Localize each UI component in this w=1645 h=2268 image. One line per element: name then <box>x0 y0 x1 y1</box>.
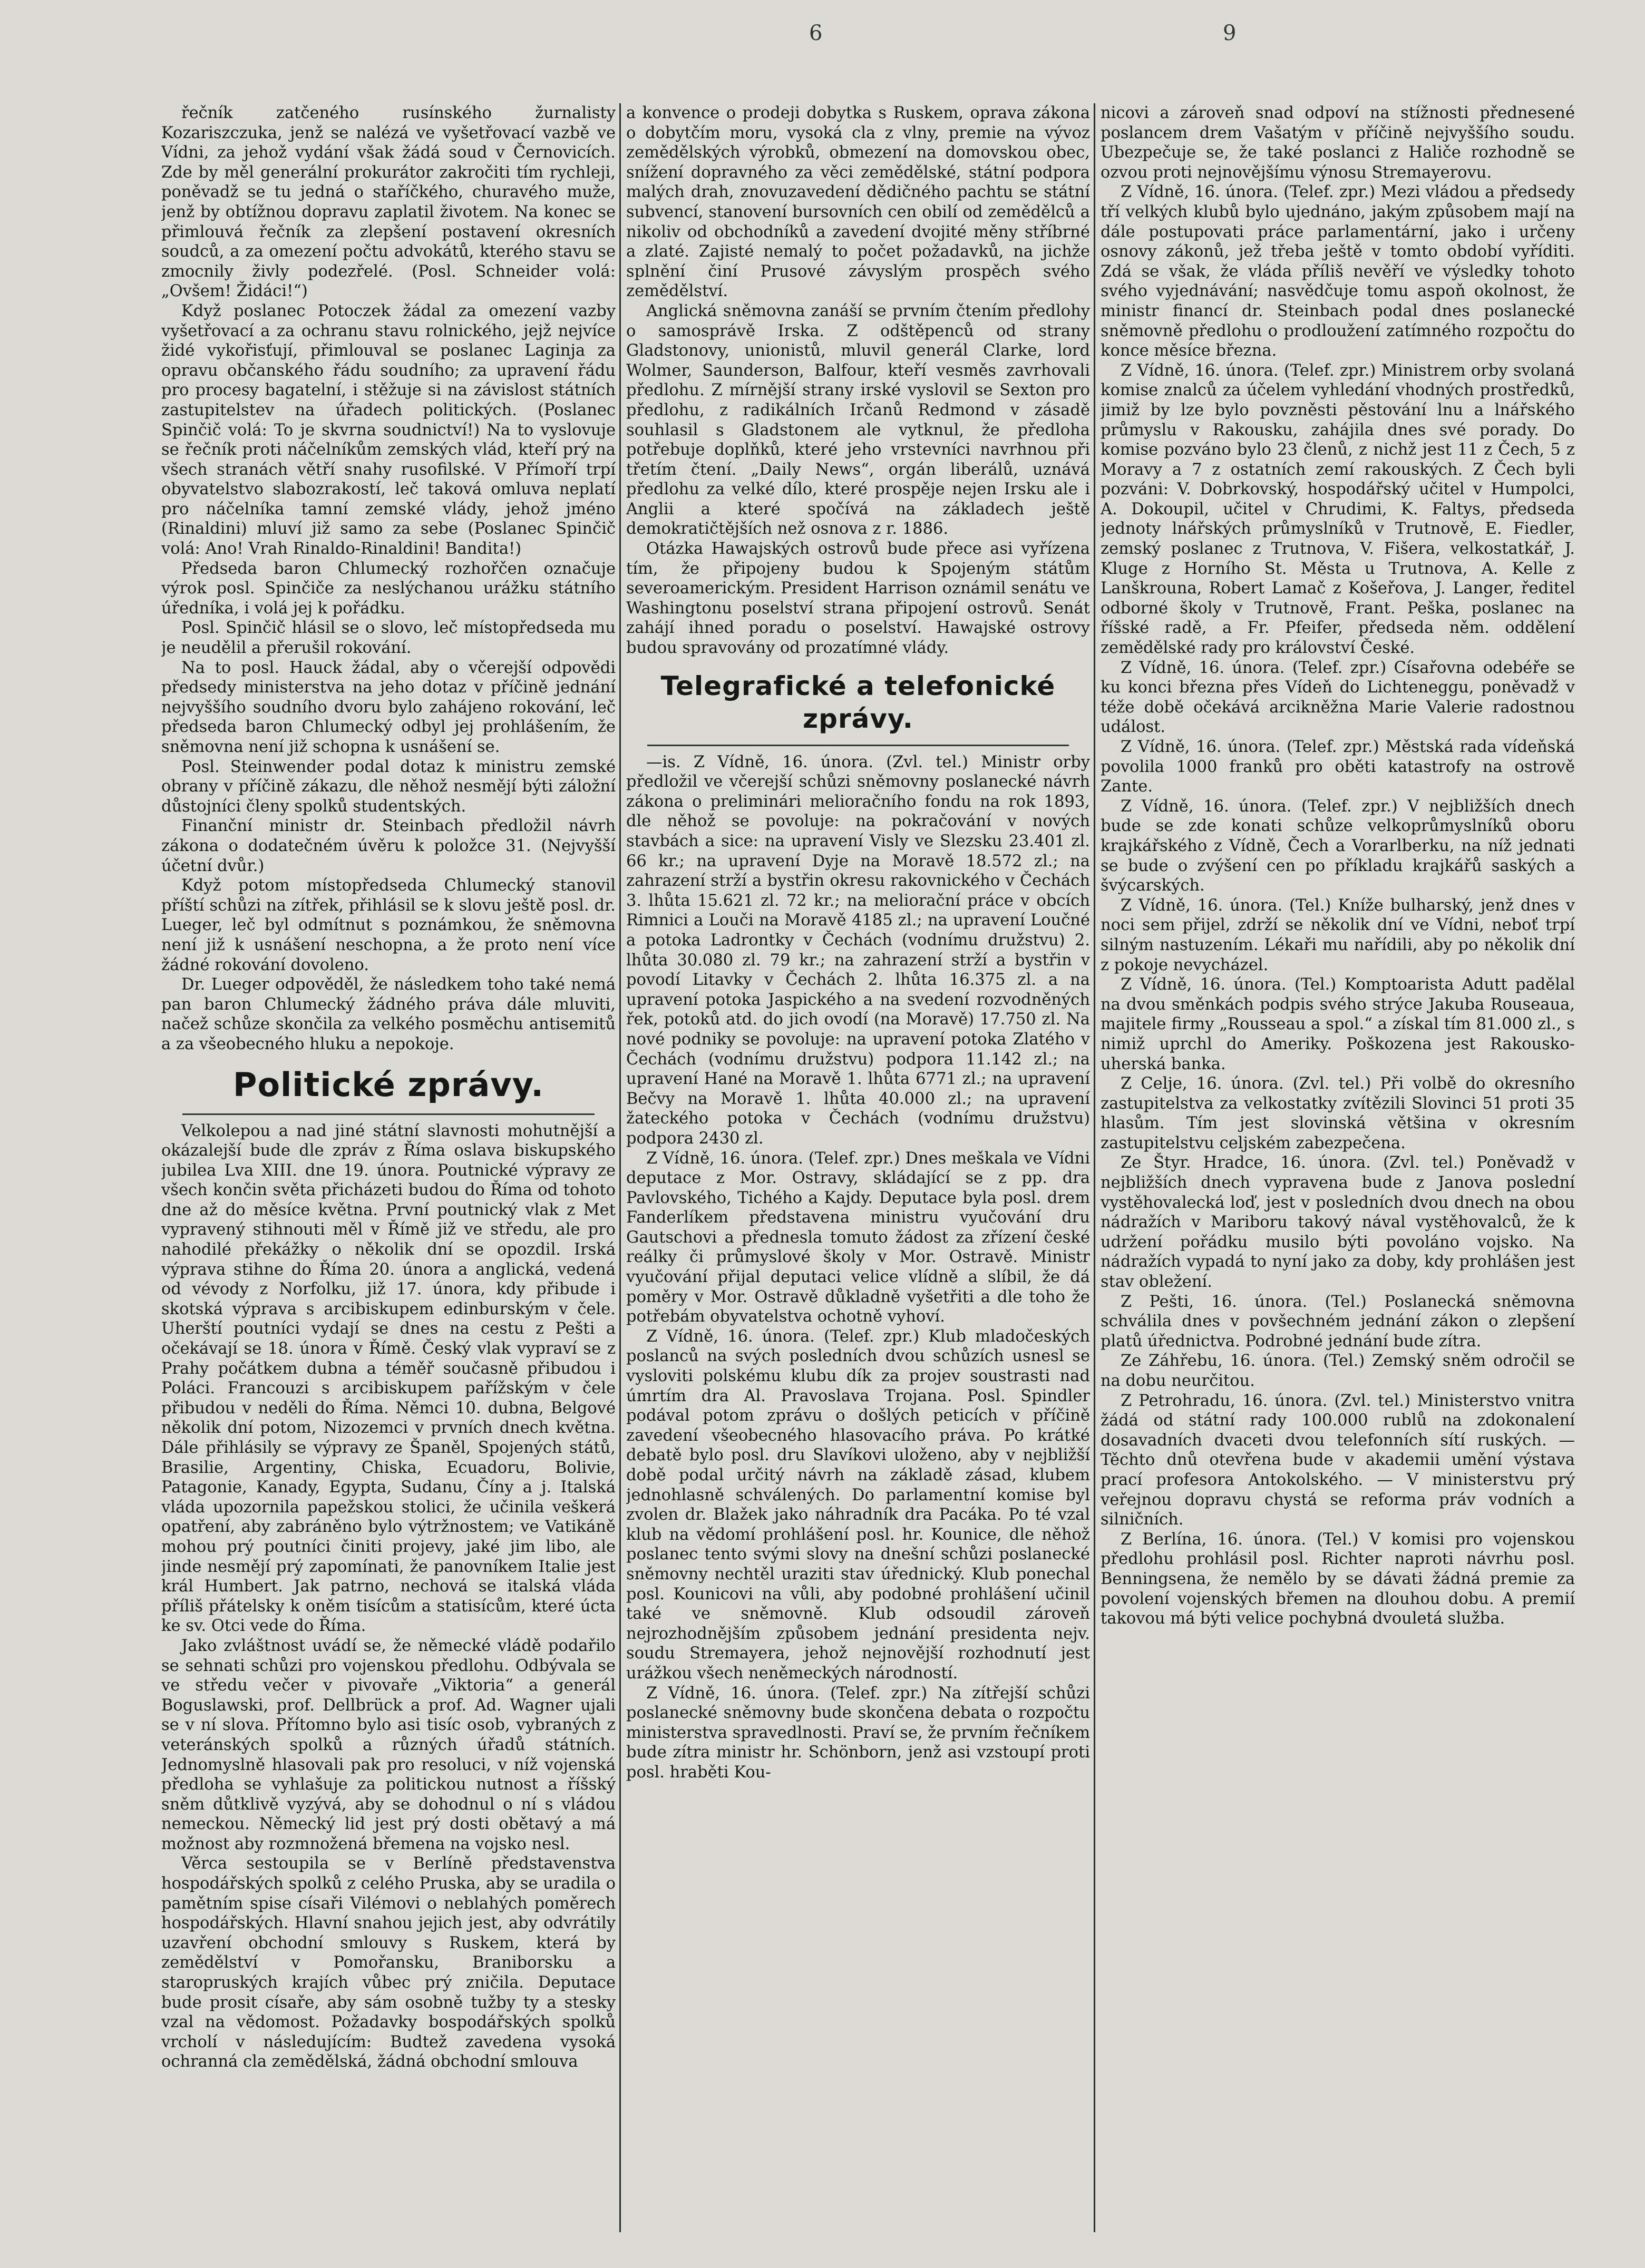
column-divider <box>1094 103 1095 2232</box>
article-paragraph: nicovi a zároveň snad odpoví na stížnosti přednesené poslancem drem Vašatým v příčině nejvyššího soudu. Ubezpečuje se, že také poslanci z Haliče rozhodně se ozvou proti nejnovějšímu výnosu Stremayerovu. <box>1101 104 1575 182</box>
article-paragraph: Ze Štyr. Hradce, 16. února. (Zvl. tel.) Poněvadž v nejbližších dnech vypravena bude z Janova poslední vystěhovalecká loď, jest v posledních dvou dnech na obou nádražích v Mariboru takový nával vystěhovalců, že k udržení pořádku musilo býti povoláno vojsko. Na nádražích vypadá to nyní jako za doby, kdy prohlášen jest stav obležení. <box>1101 1153 1575 1292</box>
article-paragraph: Z Vídně, 16. února. (Telef. zpr.) Klub mladočeských poslanců na svých posledních dvou schůzích usnesl se vysloviti polskému klubu dík za projev soustrasti nad úmrtím dra Al. Pravoslava Trojana. Posl. Spindler podával potom zprávu o došlých peticích v příčině zavedení všeobecného hlasovacího práva. Po krátké debatě bylo posl. dru Slavíkovi uloženo, aby v nejbližší době podal určitý návrh na základě zásad, klubem jednohlasně schválených. Do parlamentní komise byl zvolen dr. Blažek jako náhradník dra Pacáka. Po té vzal klub na vědomí prohlášení posl. hr. Kounice, dle něhož poslanec tento svými slovy na dnešní schůzi poslanecké sněmovny nechtěl uraziti stav úřednický. Klub ponechal posl. Kounicovi na vůli, aby podobné prohlášení učinil také ve sněmovně. Klub odsoudil zároveň nejrozhodnějším způsobem jednání presidenta nejv. soudu Stremayera, jehož nejnovější rozhodnutí jest urážkou všech neněmeckých národností. <box>626 1327 1090 1683</box>
article-paragraph: Finanční ministr dr. Steinbach předložil návrh zákona o dodatečném úvěru k položce 31. (Nejvyšší účetní dvůr.) <box>161 817 616 875</box>
page-mark-top-center: 6 <box>809 21 823 45</box>
article-paragraph: Z Berlína, 16. února. (Tel.) V komisi pro vojenskou předlohu prohlásil posl. Richter naproti návrhu posl. Benningsena, že nemělo by se dávati žádná premie za povolení vojenských břemen na dlouhou dobu. A premií takovou má býti velice pochybná dvouletá služba. <box>1101 1530 1575 1628</box>
article-paragraph: řečník zatčeného rusínského žurnalisty Kozariszczuka, jenž se nalézá ve vyšetřovací vazbě ve Vídni, za jehož vydání však žádá soud v Černovicích. Zde by měl generální prokurátor zakročiti tím rychleji, poněvadž se tu jedná o staříčkého, churavého muže, jenž by obtížnou dopravu zaplatil životem. Na konec se přimlouvá řečník za zlepšení postavení okresních soudců, a za omezení počtu advokátů, kterého stavu se zmocnily živly podezřelé. (Posl. Schneider volá: „Ovšem! Židáci!“) <box>161 104 616 301</box>
heading-rule <box>182 1113 595 1115</box>
article-paragraph: —is. Z Vídně, 16. února. (Zvl. tel.) Ministr orby předložil ve včerejší schůzi sněmovny poslanecké návrh zákona o preliminári melioračního fondu na rok 1893, dle něhož se povoluje: na pokračování v nových stavbách a sice: na upravení Visly ve Slezsku 23.401 zl. 66 kr.; na upravení Dyje na Moravě 18.572 zl.; na zahrazení strží a bystřin okresu rakovnického v Čechách 3. lhůta 15.621 zl. 72 kr.; na meliorační práce v obcích Rimnici a Louči na Moravě 4185 zl.; na upravení Loučné a potoka Ladrontky v Čechách (vodnímu družstvu) 2. lhůta 30.080 zl. 79 kr.; na zahrazení strží a bystřin v povodí Litavky v Čechách 2. lhůta 16.375 zl. a na upravení potoka Jaspického a na svedení rozvodněných řek, potoků atd. do jich ovodí (na Moravě) 17.750 zl. Na nové podniky se povoluje: na upravení potoka Zlatého v Čechách (vodnímu družstvu) podpora 11.142 zl.; na upravení Hané na Moravě 1. lhůta 6771 zl.; na upravení Bečvy na Moravě 1. lhůta 40.000 zl.; na upravení žateckého potoka v Čechách (vodnímu družstvu) podpora 2430 zl. <box>626 752 1090 1148</box>
article-paragraph: Z Vídně, 16. února. (Telef. zpr.) Dnes meškala ve Vídni deputace z Mor. Ostravy, skládající se z pp. dra Pavlovského, Tichého a Kajdy. Deputace byla posl. drem Fanderlíkem představena ministru vyučování dru Gautschovi a přednesla tomuto žádost za zřízení české reálky či průmyslové školy v Mor. Ostravě. Ministr vyučování přijal deputaci velice vlídně a slíbil, že dá poměry v Mor. Ostravě důkladně vyšetřiti a dle toho že potřebám obyvatelstva ochotně vyhoví. <box>626 1149 1090 1326</box>
article-paragraph: Z Pešti, 16. února. (Tel.) Poslanecká sněmovna schválila dnes v povšechném jednání zákon o zlepšení platů úřednictva. Podrobné jednání bude zítra. <box>1101 1292 1575 1351</box>
section-heading: Politické zprávy. <box>233 1065 544 1104</box>
page-mark-top-right: 9 <box>1223 21 1237 45</box>
article-paragraph: a konvence o prodeji dobytka s Ruskem, oprava zákona o dobytčím moru, vysoká cla z vlny, premie na vývoz zemědělských výrobků, obmezení na domovskou obec, snížení dopravného za věci zemědělské, státní podpora malých drah, znovuzavedení dědičného pachtu se státní subvencí, stanovení bursovních cen obilí od zemědělců a nikoliv od obchodníků a zavedení dvojité měny stříbrné a zlaté. Zajisté nemalý to počet požadavků, na jichže splnění činí Prusové závyslým prospěch svého zemědělství. <box>626 104 1090 301</box>
article-paragraph: Anglická sněmovna zanáší se prvním čtením předlohy o samosprávě Irska. Z odštěpenců od strany Gladstonovy, unionistů, mluvil generál Clarke, lord Wolmer, Saunderson, Balfour, kteří vesměs zavrhovali předlohu. Z mírnější strany irské vyslovil se Sexton pro předlohu, z radikálních Irčanů Redmond v zásadě souhlasil s Gladstonem ale vytknul, že předloha potřebuje doplňků, které jeho vrstevníci navrhnou při třetím čtení. „Daily News“, orgán liberálů, uznává předlohu za velké dílo, které prospěje nejen Irsku ale i Anglii a které spočívá na základech ještě demokratičtějších než osnova z r. 1886. <box>626 301 1090 539</box>
article-paragraph: Z Vídně, 16. února. (Tel.) Kníže bulharský, jenž dnes v noci sem přijel, zdrží se několik dní ve Vídni, neboť trpí silným nastuzením. Lékaři mu nařídili, aby po několik dní z pokoje nevycházel. <box>1101 896 1575 974</box>
article-paragraph: Věrca sestoupila se v Berlíně představenstva hospodářských spolků z celého Pruska, aby se uradila o pamětním spise císaři Vilémovi o neblahých poměrech hospodářských. Hlavní snahou jejich jest, aby odvrátily uzavření obchodní smlouvy s Ruskem, která by zemědělství v Pomořansku, Braniborsku a staropruských krajích vůbec prý zničila. Deputace bude prosit císaře, aby sám osobně tužby ty a stesky vzal na vědomost. Požadavky bospodářských spolků vrcholí v následujícím: Budtež zavedena vysoká ochranná cla zemědělská, žádná obchodní smlouva <box>161 1854 616 2071</box>
column-left <box>161 103 616 2232</box>
article-paragraph: Z Vídně, 16. února. (Telef. zpr.) Ministrem orby svolaná komise znalců za účelem vyhledání vhodných prostředků, jimiž by lze bylo povzněsti pěstování lnu a lnářského průmyslu v Rakousku, zahájila dnes své porady. Do komise pozváno bylo 23 členů, z nichž jest 11 z Čech, 5 z Moravy a 7 z ostatních zemí rakouských. Z Čech byli pozváni: V. Dobrkovský, hospodářský učitel v Humpolci, A. Dokoupil, učitel v Chrudimi, K. Faltys, předseda jednoty lnářských průmyslníků v Trutnově, E. Fiedler, zemský poslanec z Trutnova, V. Fišera, velkostatkář, J. Kluge z Horního St. Města u Trutnova, A. Kelle z Lanškrouna, Robert Lamač z Košeřova, J. Langer, ředitel odborné školy v Trutnově, Frant. Peška, poslanec na říšské radě, a Fr. Pfeifer, předseda něm. oddělení zemědělské rady pro království České. <box>1101 361 1575 658</box>
article-paragraph: Z Vídně, 16. února. (Telef. zpr.) V nejbližších dnech bude se zde konati schůze velkoprůmyslníků oboru krajkářského z Vídně, Čech a Vorarlberku, na níž jednati se bude o zvýšení cen po příkladu krajkářů saských a švýcarských. <box>1101 797 1575 895</box>
article-paragraph: Ze Záhřebu, 16. února. (Tel.) Zemský sněm odročil se na dobu neurčitou. <box>1101 1352 1575 1390</box>
section-heading: Telegrafické a telefonické zprávy. <box>660 670 1056 734</box>
article-paragraph: Předseda baron Chlumecký rozhořčen označuje výrok posl. Spinčiče za neslýchanou urážku státního úředníka, i volá jej k pořádku. <box>161 559 616 618</box>
article-paragraph: Z Vídně, 16. února. (Telef. zpr.) Na zítřejší schůzi poslanecké sněmovny bude skončena debata o rozpočtu ministerstva spravedlnosti. Praví se, že prvním řečníkem bude zítra ministr hr. Schönborn, jenž asi vzstoupí proti posl. hraběti Kou- <box>626 1684 1090 1782</box>
article-paragraph: Z Celje, 16. února. (Zvl. tel.) Při volbě do okresního zastupitelstva za velkostatky zvítězili Slovinci 51 proti 35 hlasům. Tím jest slovinská většina v okresním zastupitelstvu celjském zabezpečena. <box>1101 1074 1575 1152</box>
article-paragraph: Na to posl. Hauck žádal, aby o včerejší odpovědi předsedy ministerstva na jeho dotaz v příčině jednání nejvyššího soudního dvoru bylo zahájeno rokování, leč předseda baron Chlumecký odbyl jej prohlášením, že sněmovna není již schopna k usnášení se. <box>161 658 616 756</box>
article-paragraph: Dr. Lueger odpověděl, že následkem toho také nemá pan baron Chlumecký žádného práva dále mluviti, načež schůze skončila za velkého posměchu antisemitů a za všeobecného hluku a nepokoje. <box>161 975 616 1053</box>
article-paragraph: Z Vídně, 16. února. (Tel.) Komptoarista Adutt padělal na dvou směnkách podpis svého strýce Jakuba Rouseaua, majitele firmy „Rousseau a spol.“ a získal tím 81.000 zl., s nimiž uprchl do Ameriky. Poškozena jest Rakousko-uherská banka. <box>1101 975 1575 1073</box>
article-paragraph: Z Vídně, 16. února. (Telef. zpr.) Městská rada vídeňská povolila 1000 franků pro oběti katastrofy na ostrově Zante. <box>1101 738 1575 796</box>
article-paragraph: Jako zvláštnost uvádí se, že německé vládě podařilo se sehnati schůzi pro vojenskou předlohu. Odbývala se ve středu večer v pivovaře „Viktoria“ a generál Boguslawski, prof. Dellbrück a prof. Ad. Wagner ujali se v ní slova. Přítomno bylo asi tisíc osob, vybraných z veteránských spolků a různých úřadů státních. Jednomyslně hlasovali pak pro resoluci, v níž vojenská předloha se vyhlašuje za politickou nutnost a říšský sněm důtklivě vyzývá, aby se dohodnul o ní s vládou nemeckou. Německý lid jest prý dosti obětavý a má možnost aby rozmnožená břemena na vojsko nesl. <box>161 1636 616 1853</box>
column-middle <box>626 103 1090 2232</box>
heading-rule <box>647 745 1069 746</box>
article-paragraph: Otázka Hawajských ostrovů bude přece asi vyřízena tím, že připojeny budou k Spojeným státům severoamerickým. President Harrison oznámil senátu ve Washingtonu poselství strana připojení ostrovů. Senát zahájí ihned poradu o poselství. Hawajské ostrovy budou spravovány od prozatímné vlády. <box>626 540 1090 658</box>
article-paragraph: Z Vídně, 16. února. (Telef. zpr.) Mezi vládou a předsedy tří velkých klubů bylo ujednáno, jakým způsobem mají na dále postupovati práce parlamentární, jako i určeny osnovy zákonů, jež třeba ještě v tomto období vyříditi. Zdá se však, že vláda příliš nevěří ve výsledky tohoto svého vyjednávání; nasvědčuje tomu aspoň okolnost, že ministr financí dr. Steinbach podal dnes poslanecké sněmovně předlohu o prodloužení zatímného rozpočtu do konce měsíce března. <box>1101 183 1575 360</box>
column-right <box>1101 103 1575 2232</box>
article-paragraph: Velkolepou a nad jiné státní slavnosti mohutnější a okázalejší bude dle zpráv z Říma oslava biskupského jubilea Lva XIII. dne 19. února. Poutnické výpravy ze všech končin světa přicházeti budou do Říma od tohoto dne až do měsíce května. První poutnický vlak z Met vypravený stihnouti měl v Římě již ve středu, ale pro nahodilé překážky o několik dní se opozdil. Irská výprava stihne do Říma 20. února a anglická, vedená od vévody z Norfolku, již 17. února, kdy přibude i skotská výprava s arcibiskupem edinburským v čele. Uherští poutníci vydají se dnes na cestu z Pešti a očekávají se 18. února v Římě. Český vlak vypraví se z Prahy počátkem dubna a téměř současně přibudou i Poláci. Francouzi s arcibiskupem pařížským v čele přibudou v neděli do Říma. Němci 10. dubna, Belgové několik dní potom, Nizozemci v prvních dnech května. Dále přihlásily se výpravy ze Španěl, Spojených států, Brasilie, Argentiny, Chiska, Ecuadoru, Bolivie, Patagonie, Kanady, Egypta, Sudanu, Číny a j. Italská vláda upozornila papežskou stolici, že učinila veškerá opatření, aby zabráněno bylo výtržnostem; ve Vatikáně mohou prý poutníci činiti projevy, jaké jim libo, ale jinde nesmějí prý zapomínati, že panovníkem Italie jest král Humbert. Jak patrno, nechová se italská vláda příliš přátelsky k oněm tisícům a statisícům, které úcta ke sv. Otci vede do Říma. <box>161 1121 616 1636</box>
article-paragraph: Když potom místopředseda Chlumecký stanovil příští schůzi na zítřek, přihlásil se k slovu ještě posl. dr. Lueger, leč byl odmítnut s poznámkou, že sněmovna není již k usnášení neschopna, a že proto není více žádné rokování dovoleno. <box>161 876 616 974</box>
article-paragraph: Z Vídně, 16. února. (Telef. zpr.) Císařovna odebéře se ku konci března přes Vídeň do Lichteneggu, poněvadž v téže době očekává arcikněžna Marie Valerie radostnou událost. <box>1101 658 1575 737</box>
article-paragraph: Z Petrohradu, 16. února. (Zvl. tel.) Ministerstvo vnitra žádá od státní rady 100.000 rublů na zdokonalení dosavadních dvaceti dvou telefonních sítí ruských. — Těchto dnů otevřena bude v akademii umění výstava prací profesora Antokolského. — V ministerstvu prý veřejnou dopravu chystá se reforma práv vodních a silničních. <box>1101 1391 1575 1529</box>
article-paragraph: Když poslanec Potoczek žádal za omezení vazby vyšetřovací a za ochranu stavu rolnického, jejž nejvíce židé vykořisťují, přimlouval se poslanec Laginja za opravu občanského řádu soudního; za upravení řádu pro procesy bagatelní, i stěžuje si na závislost státních zastupitelstev na úřadech politických. (Poslanec Spinčič volá: To je skvrna soudnictví!) Na to vyslovuje se řečník proti náčelníkům zemských vlád, kteří prý na všech stranách větří snahy rusofilské. V Přímoří trpí obyvatelstvo slabozrakostí, leč taková omluva neplatí pro náčelníka tamní zemské vlády, jehož jméno (Rinaldini) mluví již samo za sebe (Poslanec Spinčič volá: Ano! Vrah Rinaldo-Rinaldini! Bandita!) <box>161 301 616 559</box>
column-divider <box>619 103 621 2232</box>
article-paragraph: Posl. Spinčič hlásil se o slovo, leč místopředseda mu je neudělil a přerušil rokování. <box>161 619 616 658</box>
article-paragraph: Posl. Steinwender podal dotaz k ministru zemské obrany v příčině zákazu, dle něhož nesmějí býti záložní důstojníci členy spolků studentských. <box>161 757 616 816</box>
